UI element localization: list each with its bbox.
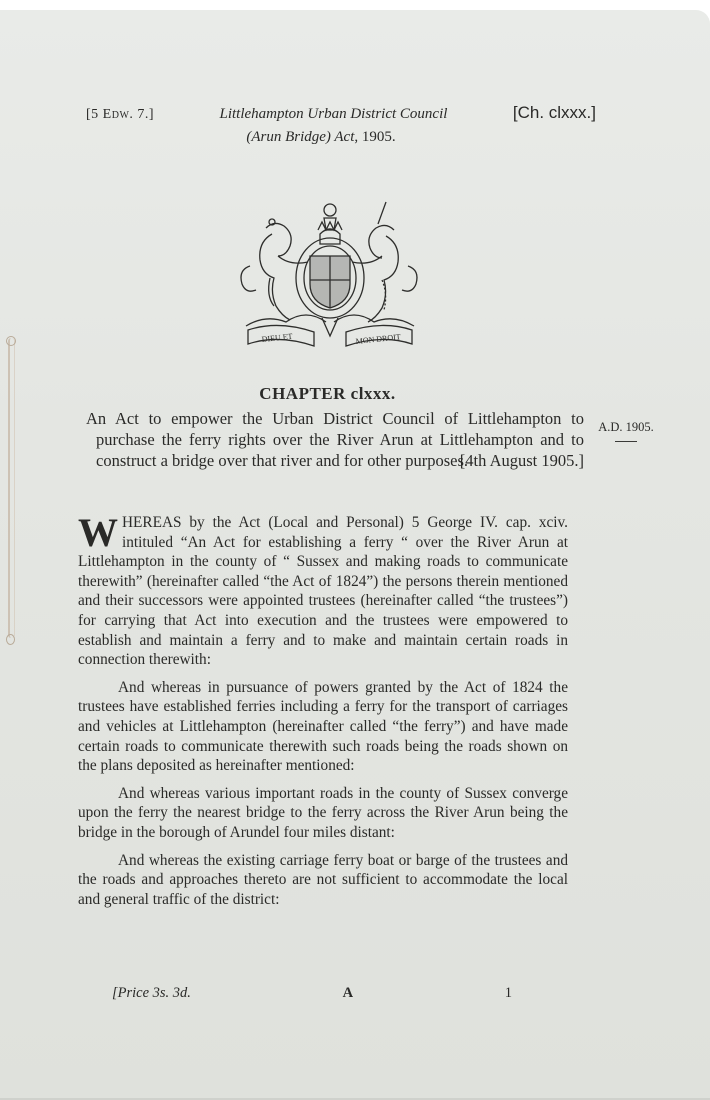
divider <box>615 441 637 442</box>
recital-paragraph: And whereas the existing carriage ferry boat or barge of the trustees and the roads and approaches thereto are not sufficient to accommodate the local and general traffic of the district: <box>78 851 568 908</box>
margin-note-text: A.D. 1905. <box>598 420 654 434</box>
recital-paragraph: And whereas various important roads in the county of Sussex converge upon the ferry the nearest bridge to the ferry across the River Arun being the bridge in the borough of Arundel four miles distant: <box>78 784 568 841</box>
running-header <box>86 102 596 148</box>
chapter-title: CHAPTER clxxx. <box>259 384 396 403</box>
drop-cap: W <box>78 510 118 555</box>
regnal-reference: [5 Edw. 7.] <box>86 107 155 122</box>
svg-text:DIEU ET: DIEU ET <box>261 331 293 344</box>
page-footer <box>112 985 512 1002</box>
recital-text: HEREAS by the Act (Local and Personal) 5 George IV. cap. xciv. intituled “An Act for establishing a ferry “ over the River Arun at Littlehampton in the county of “ Sussex and making roads to communicate therewith” (hereinafter called “the Act of 1824”) the persons therein mentioned and their successors were appointed trustees (hereinafter called “the trustees”) for carrying that Act into execution and the trustees were empowered to establish and maintain a ferry and to make and maintain certain roads in connection therewith: <box>78 514 568 669</box>
binding-knot <box>6 634 15 645</box>
long-title-text: An Act to empower the Urban District Council of Littlehampton to purchase the ferry rights over the River Arun at Littlehampton and to construct a bridge over that river and for other purposes. <box>86 409 584 470</box>
page-number: 1 <box>504 985 512 1001</box>
recital-paragraph: And whereas in pursuance of powers granted by the Act of 1824 the trustees have established ferries including a ferry for the transport of carriages and vehicles at Littlehampton (hereinafter called “the ferry”) and have made certain roads to communicate therewith such roads being the roads shown on the plans deposited as hereinafter mentioned: <box>78 678 568 775</box>
royal-assent-date: [4th August 1905.] <box>459 451 584 470</box>
chapter-reference: [Ch. clxxx.] <box>512 103 596 122</box>
binding-knot <box>6 336 16 346</box>
signature-mark: A <box>342 985 354 1001</box>
margin-note-year <box>591 420 661 442</box>
svg-text:MON DROIT: MON DROIT <box>355 332 402 346</box>
recital-paragraph <box>78 510 568 670</box>
preamble <box>78 510 568 917</box>
short-title-line-1: Littlehampton Urban District Council <box>219 106 448 122</box>
document-page <box>0 10 710 1100</box>
binding-thread <box>8 338 15 638</box>
price: [Price 3s. 3d. <box>112 985 191 1001</box>
short-title-line-2: (Arun Bridge) Act, 1905. <box>246 129 396 145</box>
royal-coat-of-arms-icon <box>232 194 428 366</box>
long-title <box>86 408 584 471</box>
